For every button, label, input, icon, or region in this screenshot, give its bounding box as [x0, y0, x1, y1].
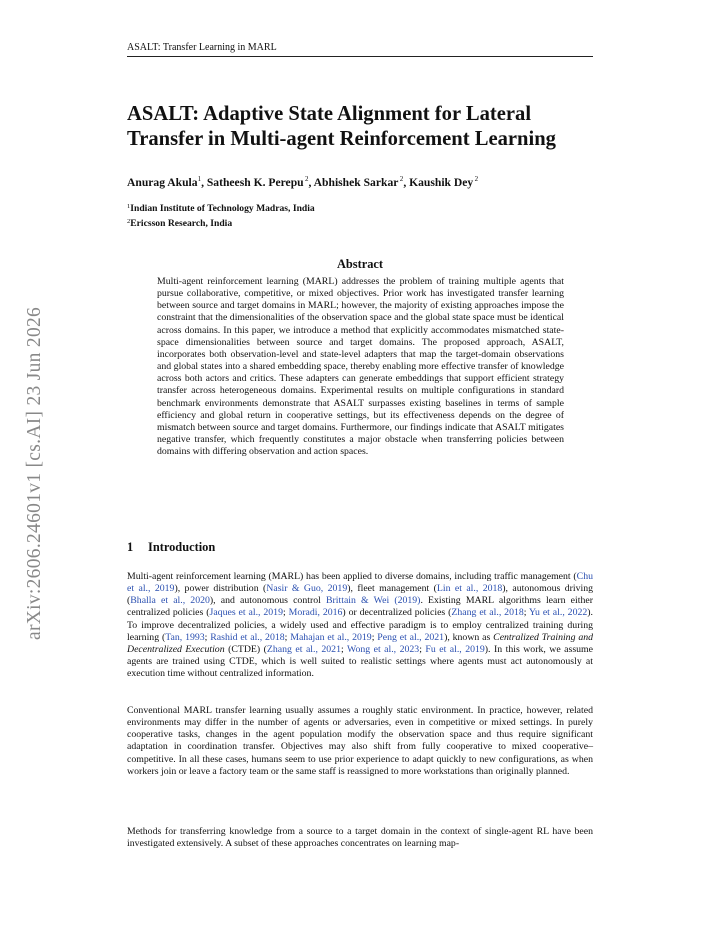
abstract-text: Multi-agent reinforcement learning (MARL) addresses the problem of training multiple agents that pursue collaborative, competitive, or mixed objectives. Prior work has investigated transfer learning between source and target domains in MARL; however, the majority of existing approaches impose the constraint that the dimensionalities of the observation space and the global state space must be identical across domains. In this paper, we introduce a method that explicitly accommodates mismatched state-space dimensionalities between source and target domains. The proposed approach, ASALT, incorporates both observation-level and state-level adapters that map the target-domain observations and global states into a shared embedding space, thereby enabling more effective transfer of knowledge across both actors and critics. These adapters can generate embeddings that support efficient strategy transfer across heterogeneous domains. Experimental results on multiple configurations in standard benchmark environments demonstrate that ASALT surpasses existing baselines in terms of sample efficiency and global return in cooperative settings, but its effectiveness depends on the degree of mismatch between source and target domains. Furthermore, our findings indicate that ASALT mitigates negative transfer, which frequently constitutes a major obstacle when transferring policies between domains with differing observation and action spaces. — [157, 276, 564, 458]
affiliation-line — [127, 200, 597, 215]
author-list: Anurag Akula$^1$, Satheesh K. Perepu $^2$, Abhishek Sarkar $^2$, Kaushik Dey $^2$ — [127, 175, 479, 189]
citation-link[interactable]: Wong et al., 2023 — [347, 643, 420, 655]
citation-link[interactable]: Chu et al., 2019 — [127, 571, 593, 595]
citation-link[interactable]: Nasir & Guo, 2019 — [266, 583, 348, 595]
running-head: ASALT: Transfer Learning in MARL — [127, 42, 593, 57]
affiliation-text: Ericsson Research, India — [130, 218, 233, 229]
emphasized-term: Centralized Training and Decentralized Execution — [127, 631, 594, 655]
section-title: Introduction — [148, 540, 216, 554]
citation-link[interactable]: Tan, 1993 — [165, 631, 205, 643]
affiliation-text: Indian Institute of Technology Madras, India — [130, 203, 315, 214]
citation-link[interactable]: Mahajan et al., 2019 — [290, 631, 372, 643]
author-name: Kaushik Dey — [409, 176, 474, 189]
citation-link[interactable]: Peng et al., 2021 — [377, 631, 445, 643]
affiliation-mark: 1 — [127, 203, 131, 210]
affiliation-line — [127, 215, 597, 230]
citation-link[interactable]: Lin et al., 2018 — [436, 583, 503, 595]
affiliation-mark: 2 — [303, 175, 309, 183]
section-heading-introduction — [127, 540, 593, 555]
affiliation-mark: 2 — [127, 218, 131, 225]
author-name: Satheesh K. Perepu — [206, 176, 304, 189]
arxiv-identifier[interactable]: arXiv:2606.24601v1 [cs.AI] 23 Jun 2026 — [24, 306, 45, 640]
abstract-heading: Abstract — [336, 257, 384, 271]
citation-link[interactable]: Fu et al., 2019 — [425, 643, 485, 655]
citation-link[interactable]: Rashid et al., 2018 — [210, 631, 285, 643]
affiliation-mark: 2 — [473, 175, 479, 183]
citation-link[interactable]: Bhalla et al., 2020 — [130, 595, 210, 607]
author-name: Anurag Akula — [127, 176, 198, 189]
citation-link[interactable]: Brittain & Wei (2019) — [325, 595, 421, 607]
affiliation-list — [127, 200, 597, 230]
paper-title: ASALT: Adaptive State Alignment for Lateral Transfer in Multi-agent Reinforcement Learning — [127, 103, 556, 150]
section-number: 1 — [127, 540, 134, 554]
citation-link[interactable]: Moradi, 2016 — [288, 607, 343, 619]
intro-paragraph: Multi-agent reinforcement learning (MARL) has been applied to diverse domains, including traffic management (Chu et al., 2019), power distribution (Nasir & Guo, 2019), fleet management (Lin et al., 2018), autonomous driving (Bhalla et al., 2020), and autonomous control Brittain & Wei (2019). Existing MARL algorithms learn either centralized policies (Jaques et al., 2019; Moradi, 2016) or decentralized policies (Zhang et al., 2018; Yu et al., 2022). To improve decentralized policies, a widely used and effective paradigm is to employ centralized training during learning (Tan, 1993; Rashid et al., 2018; Mahajan et al., 2019; Peng et al., 2021), known as Centralized Training and Decentralized Execution (CTDE) (Zhang et al., 2021; Wong et al., 2023; Fu et al., 2019). In this work, we assume agents are trained using CTDE, which is well suited to realistic settings where agents must act autonomously at execution time without centralized information. — [127, 571, 594, 680]
intro-paragraph: Conventional MARL transfer learning usually assumes a roughly static environment. In practice, however, related environments may differ in the number of agents or adversaries, even in competitive or mixed settings. In purely cooperative tasks, changes in the agent population modify the observation space and thus require significant adaptation in coordination transfer. Objectives may also shift from fully cooperative to mixed cooperative–competitive. In all these cases, humans seem to use prior experience to adapt quickly to new configurations, as when workers join or leave a factory team or the same staff is reassigned to more workstations than originally planned. — [127, 705, 593, 777]
affiliation-mark: 2 — [398, 175, 404, 183]
citation-link[interactable]: Yu et al., 2022 — [529, 607, 588, 619]
affiliation-mark: 1 — [197, 175, 202, 183]
citation-link[interactable]: Jaques et al., 2019 — [209, 607, 283, 619]
citation-link[interactable]: Zhang et al., 2021 — [266, 643, 341, 655]
intro-paragraph: Methods for transferring knowledge from a source to a target domain in the context of single-agent RL have been investigated extensively. A subset of these approaches concentrates on learning map- — [127, 826, 593, 850]
author-name: Abhishek Sarkar — [313, 176, 399, 189]
citation-link[interactable]: Zhang et al., 2018 — [451, 607, 524, 619]
